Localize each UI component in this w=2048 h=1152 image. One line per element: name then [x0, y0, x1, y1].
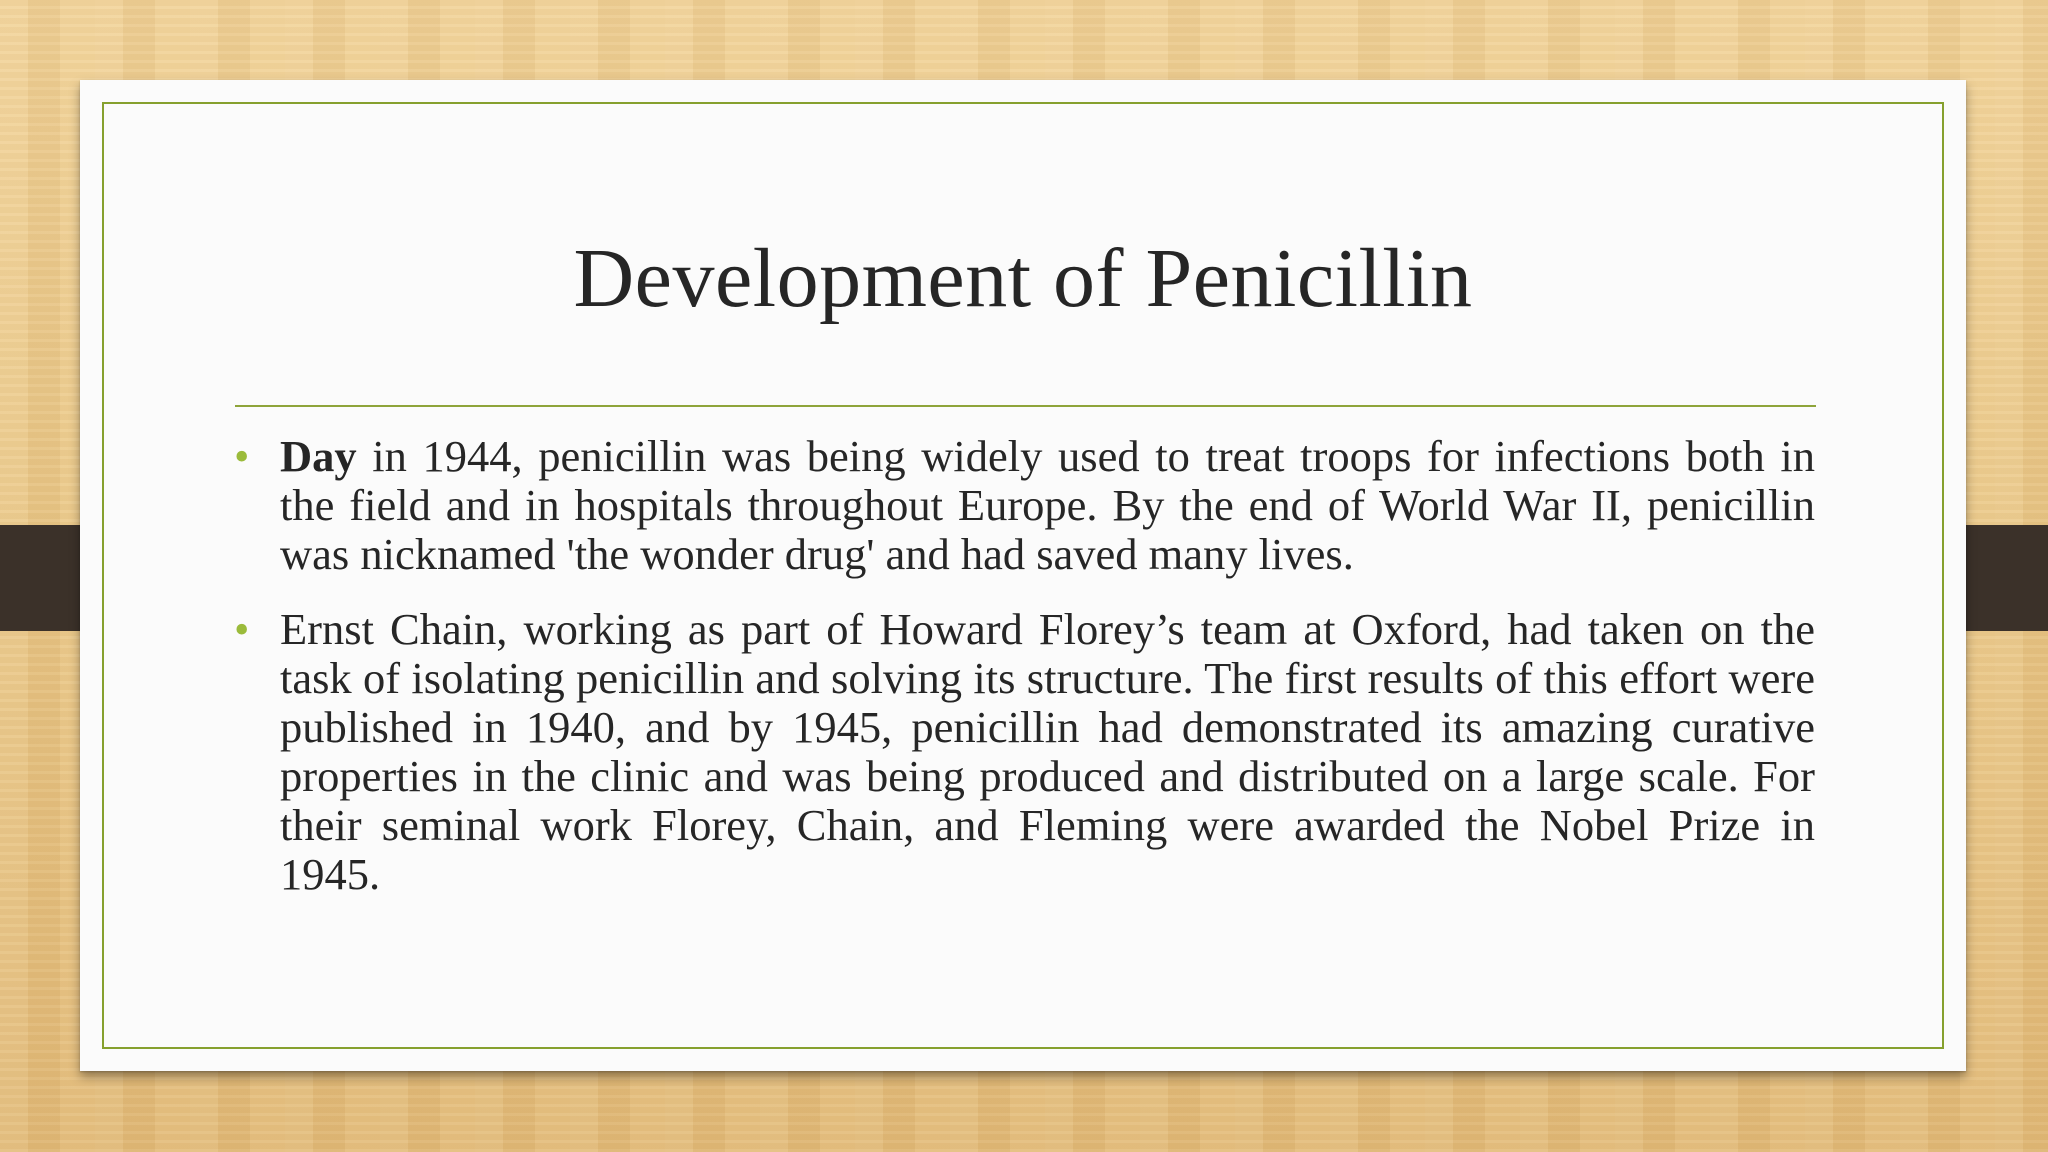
bullet-text: Ernst Chain, working as part of Howard Florey’s team at Oxford, had taken on the task of isolating penicillin and solving its structure. The first results of this effort were published in 1940, and by 1945, penicillin had demonstrated its amazing curative properties in the clinic and was being produced and distributed on a large scale. For their seminal work Florey, Chain, and Fleming were awarded the Nobel Prize in 1945.: [280, 604, 1815, 899]
title-divider: [235, 405, 1816, 407]
slide-card: [80, 80, 1966, 1071]
bullet-dot-icon: •: [234, 432, 250, 481]
bullet-item-1: [234, 431, 1815, 579]
bullet-lead-word: Day: [280, 431, 357, 481]
slide-title: Development of Penicillin: [573, 232, 1473, 325]
bullet-item-2: [234, 604, 1815, 899]
bullet-text: in 1944, penicillin was being widely used to treat troops for infections both in the field and in hospitals throughout Europe. By the end of World War II, penicillin was nicknamed 'the wonder drug' and had saved many lives.: [280, 431, 1815, 579]
bullet-list: [234, 431, 1815, 925]
bullet-dot-icon: •: [234, 605, 250, 654]
